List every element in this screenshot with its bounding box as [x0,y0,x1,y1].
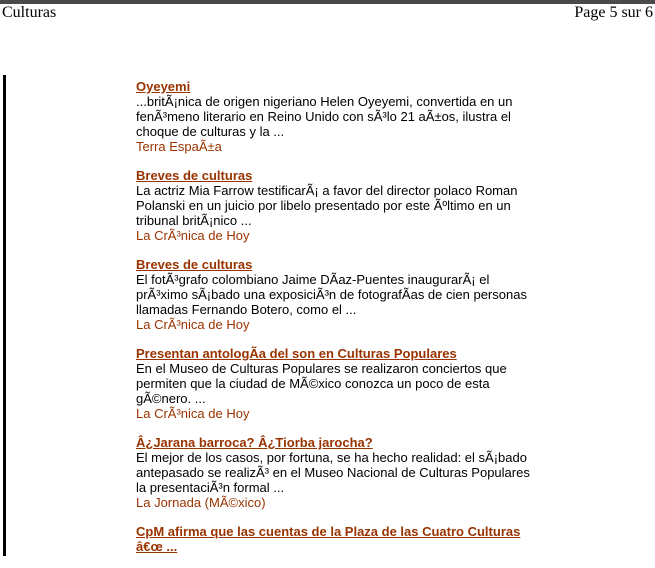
news-item [136,168,536,243]
news-item-snippet: El mejor de los casos, por fortuna, se ha hecho realidad: el sÃ¡bado antepasado se realizÃ³ en el Museo Nacional de Culturas Populares la presentaciÃ³n formal ... [136,450,530,495]
news-item-source: Terra EspaÃ±a [136,139,222,154]
news-item [136,435,536,510]
news-item-title-link[interactable]: CpM afirma que las cuentas de la Plaza de las Cuatro Culturas â€œ ... [136,524,521,554]
news-item-title-link[interactable]: Presentan antologÃa del son en Culturas Populares [136,346,457,361]
page-number: Page 5 sur 6 [574,4,653,21]
news-item [136,257,536,332]
news-item-title-link[interactable]: Â¿Jarana barroca? Â¿Tiorba jarocha? [136,435,373,450]
news-item-source: La Jornada (MÃ©xico) [136,495,266,510]
news-item-source: La CrÃ³nica de Hoy [136,228,250,243]
news-item-snippet: El fotÃ³grafo colombiano Jaime DÃaz-Puentes inaugurarÃ¡ el prÃ³ximo sÃ¡bado una exposiciÃ³n de fotografÃas de cien personas llamadas Fernando Botero, como el ... [136,272,527,317]
news-item-title-link[interactable]: Breves de culturas [136,257,253,272]
news-item-source: La CrÃ³nica de Hoy [136,317,250,332]
news-item-snippet: La actriz Mia Farrow testificarÃ¡ a favor del director polaco Roman Polanski en un juicio por libelo presentado por este Ãºltimo en un tribunal britÃ¡nico ... [136,183,518,228]
news-item-snippet: ...britÃ¡nica de origen nigeriano Helen Oyeyemi, convertida en un fenÃ³meno literario en Reino Unido con sÃ³lo 21 aÃ±os, ilustra el choque de culturas y la ... [136,94,513,139]
left-margin-rule [3,75,6,556]
news-item-snippet: En el Museo de Culturas Populares se realizaron conciertos que permiten que la ciudad de MÃ©xico conozca un poco de esta gÃ©nero. ... [136,361,507,406]
news-results-list [136,79,536,568]
news-item [136,524,536,554]
news-item-title-link[interactable]: Oyeyemi [136,79,191,94]
news-item [136,346,536,421]
top-border [0,0,655,4]
news-item-title-link[interactable]: Breves de culturas [136,168,253,183]
news-item [136,79,536,154]
news-item-source: La CrÃ³nica de Hoy [136,406,250,421]
page-header-title: Culturas [2,4,57,21]
